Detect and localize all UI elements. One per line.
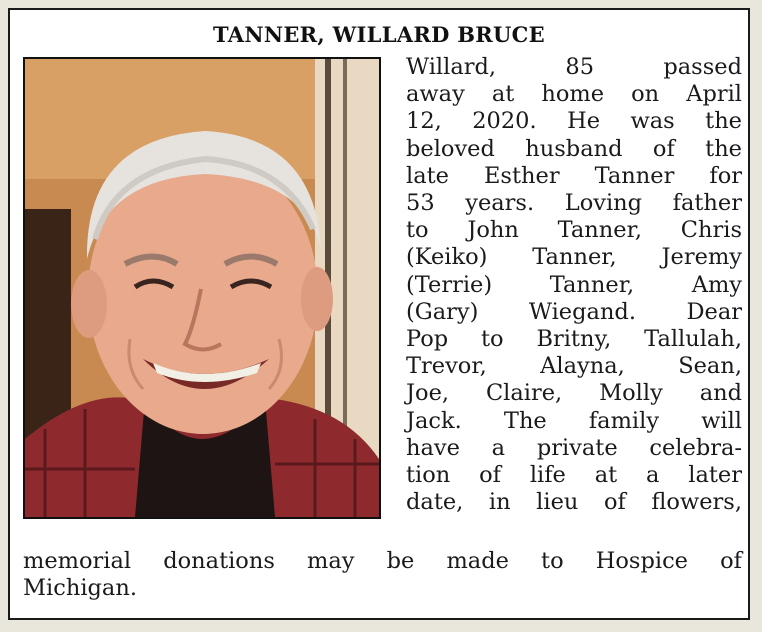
text-line: late Esther Tanner for (406, 162, 742, 189)
text-line: 53 years. Loving father (406, 190, 742, 217)
text-line: Pop to Britny, Tallulah, (406, 326, 742, 353)
text-line: (Gary) Wiegand. Dear (406, 298, 742, 325)
text-line: 12, 2020. He was the (406, 108, 742, 135)
text-line: Trevor, Alayna, Sean, (406, 353, 742, 380)
text-line: Jack. The family will (406, 407, 742, 434)
text-line: Willard, 85 passed (406, 54, 742, 80)
text-line: Michigan. (23, 575, 137, 602)
portrait-photo (23, 57, 381, 519)
text-line: away at home on April (406, 81, 742, 108)
text-line: beloved husband of the (406, 135, 742, 162)
text-line: (Keiko) Tanner, Jeremy (406, 244, 742, 271)
text-line: to John Tanner, Chris (406, 217, 742, 244)
text-line: tion of life at a later (406, 462, 742, 489)
portrait-illustration (25, 59, 379, 517)
obituary-body (406, 54, 742, 516)
text-line: date, in lieu of flowers, (406, 489, 742, 516)
obituary-body-continued (23, 548, 742, 602)
text-line: memorial donations may be made to Hospice of (23, 548, 742, 574)
text-line: Joe, Claire, Molly and (406, 380, 742, 407)
text-line: have a private celebra- (406, 434, 742, 461)
text-line: (Terrie) Tanner, Amy (406, 271, 742, 298)
obituary-card (8, 8, 750, 620)
obituary-name: TANNER, WILLARD BRUCE (213, 22, 545, 47)
